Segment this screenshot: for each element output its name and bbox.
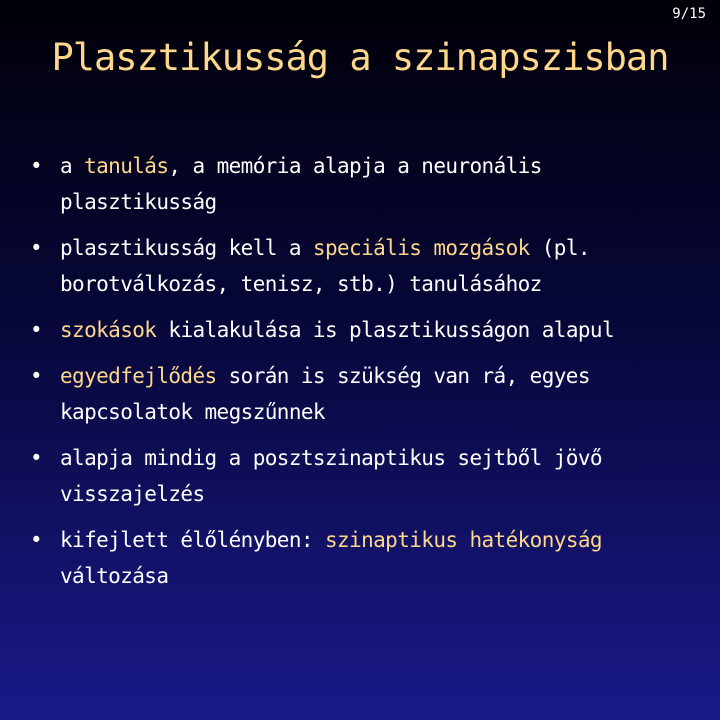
highlighted-term: szinaptikus hatékonyság: [324, 528, 602, 552]
bullet-item: [24, 148, 704, 220]
bullet-item: [24, 440, 704, 512]
bullet-item: [24, 312, 704, 348]
bullet-text: a: [60, 154, 85, 178]
bullet-text: változása: [60, 564, 169, 588]
bullet-text: kifejlett élőlényben:: [60, 528, 325, 552]
bullet-item: [24, 522, 704, 594]
bullet-text: alapja mindig a posztszinaptikus sejtből jövő visszajelzés: [60, 446, 602, 506]
highlighted-term: szokások: [60, 318, 157, 342]
page-number: 9/15: [672, 6, 706, 22]
bullet-dot-icon: •: [30, 154, 43, 178]
bullet-dot-icon: •: [30, 364, 43, 388]
highlighted-term: speciális mozgások: [312, 236, 530, 260]
bullet-text: kialakulása is plasztikusságon alapul: [156, 318, 614, 342]
bullet-text: , a memória alapja a neuronális plasztikusság: [60, 154, 542, 214]
bullet-text: során is szükség van rá, egyes kapcsolatok megszűnnek: [60, 364, 590, 424]
highlighted-term: egyedfejlődés: [60, 364, 217, 388]
bullet-dot-icon: •: [30, 528, 43, 552]
bullet-text: (pl. borotválkozás, tenisz, stb.) tanulásához: [60, 236, 590, 296]
bullet-dot-icon: •: [30, 318, 43, 342]
bullet-dot-icon: •: [30, 236, 43, 260]
slide-title: Plasztikusság a szinapszisban: [51, 36, 669, 79]
bullet-item: [24, 358, 704, 430]
bullet-text: plasztikusság kell a: [60, 236, 313, 260]
highlighted-term: tanulás: [84, 154, 169, 178]
bullet-list: [24, 148, 704, 604]
bullet-dot-icon: •: [30, 446, 43, 470]
bullet-item: [24, 230, 704, 302]
